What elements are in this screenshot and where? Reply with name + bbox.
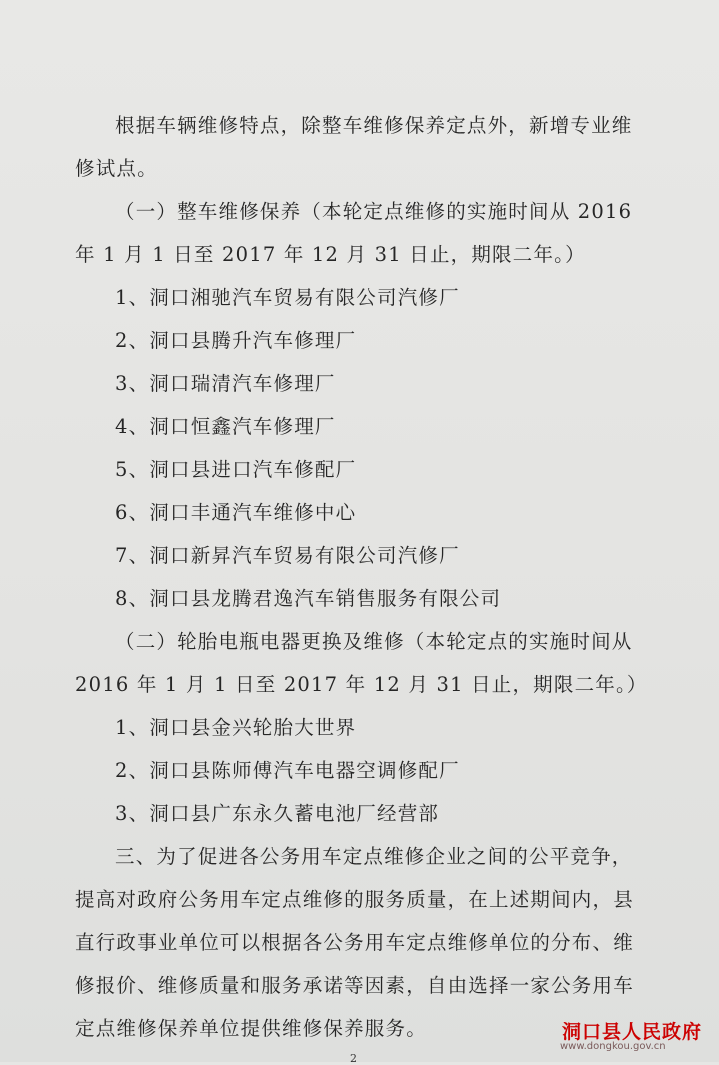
page-number: 2: [350, 1052, 357, 1065]
watermark-url: www.dongkou.gov.cn: [560, 1041, 666, 1052]
list-item: 7、洞口新昇汽车贸易有限公司汽修厂: [115, 544, 460, 567]
text-line: 修报价、维修质量和服务承诺等因素，自由选择一家公务用车: [75, 974, 634, 997]
list-item: 4、洞口恒鑫汽车修理厂: [115, 415, 336, 438]
list-item: 3、洞口县广东永久蓄电池厂经营部: [115, 802, 440, 825]
text-line: 2016 年 1 月 1 日至 2017 年 12 月 31 日止，期限二年。）: [75, 673, 648, 696]
text-line: 直行政事业单位可以根据各公务用车定点维修单位的分布、维: [75, 931, 634, 954]
watermark-site-name: 洞口县人民政府: [562, 1021, 703, 1043]
list-item: 3、洞口瑞清汽车修理厂: [115, 372, 336, 395]
list-item: 1、洞口湘驰汽车贸易有限公司汽修厂: [115, 286, 460, 309]
section-heading: （一）整车维修保养（本轮定点维修的实施时间从 2016: [115, 200, 633, 223]
list-item: 6、洞口丰通汽车维修中心: [115, 501, 357, 524]
section-heading: （二）轮胎电瓶电器更换及维修（本轮定点的实施时间从: [115, 630, 633, 653]
text-line: 提高对政府公务用车定点维修的服务质量，在上述期间内，县: [75, 888, 634, 911]
text-line: 定点维修保养单位提供维修保养服务。: [75, 1017, 427, 1040]
section-heading: 三、为了促进各公务用车定点维修企业之间的公平竞争，: [115, 845, 633, 868]
list-item: 5、洞口县进口汽车修配厂: [115, 458, 357, 481]
text-line: 年 1 月 1 日至 2017 年 12 月 31 日止，期限二年。）: [75, 243, 586, 266]
text-line: 根据车辆维修特点，除整车维修保养定点外，新增专业维: [115, 114, 633, 137]
list-item: 1、洞口县金兴轮胎大世界: [115, 716, 357, 739]
list-item: 2、洞口县陈师傅汽车电器空调修配厂: [115, 759, 460, 782]
list-item: 8、洞口县龙腾君逸汽车销售服务有限公司: [115, 587, 502, 610]
list-item: 2、洞口县腾升汽车修理厂: [115, 329, 357, 352]
text-line: 修试点。: [75, 157, 158, 180]
